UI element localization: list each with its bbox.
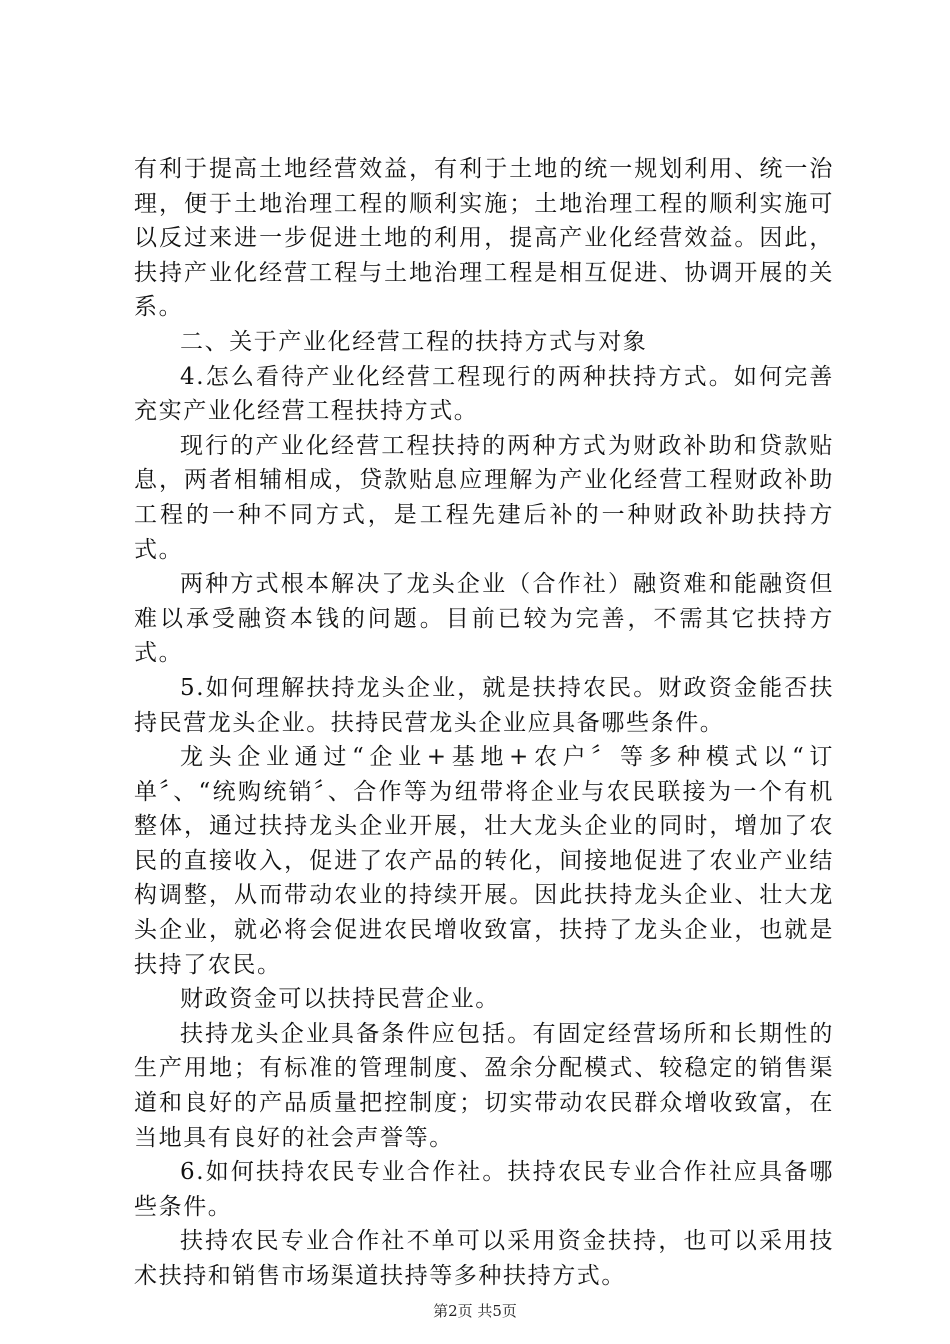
answer-5-paragraph-3: 扶持龙头企业具备条件应包括。有固定经营场所和长期性的生产用地；有标准的管理制度、盈余分配模式、较稳定的销售渠道和良好的产品质量把控制度；切实带动农民群众增收致富，在当地具有良好的社会声誉等。 <box>134 1020 834 1151</box>
paragraph-continued: 有利于提高土地经营效益，有利于土地的统一规划利用、统一治理，便于土地治理工程的顺利实施；土地治理工程的顺利实施可以反过来进一步促进土地的利用，提高产业化经营效益。因此，扶持产业化经营工程与土地治理工程是相互促进、协调开展的关系。 <box>134 156 834 321</box>
section-heading: 二、关于产业化经营工程的扶持方式与对象 <box>180 328 648 355</box>
answer-4-paragraph-2: 两种方式根本解决了龙头企业（合作社）融资难和能融资但难以承受融资本钱的问题。目前已较为完善，不需其它扶持方式。 <box>134 571 834 667</box>
question-4: 4.怎么看待产业化经营工程现行的两种扶持方式。如何完善充实产业化经营工程扶持方式。 <box>134 363 834 425</box>
answer-5-paragraph-1: 龙头企业通过“企业+基地+农户〞等多种模式以“订单〞、“统购统销〞、合作等为纽带将企业与农民联接为一个有机整体，通过扶持龙头企业开展，壮大龙头企业的同时，增加了农民的直接收入，促进了农产品的转化，间接地促进了农业产业结构调整，从而带动农业的持续开展。因此扶持龙头企业、壮大龙头企业，就必将会促进农民增收致富，扶持了龙头企业，也就是扶持了农民。 <box>134 744 834 978</box>
question-5: 5.如何理解扶持龙头企业，就是扶持农民。财政资金能否扶持民营龙头企业。扶持民营龙头企业应具备哪些条件。 <box>134 674 834 736</box>
answer-5-paragraph-2: 财政资金可以扶持民营企业。 <box>180 986 500 1013</box>
page-number-footer: 第2页 共5页 <box>433 1302 517 1320</box>
answer-4-paragraph-1: 现行的产业化经营工程扶持的两种方式为财政补助和贷款贴息，两者相辅相成，贷款贴息应理解为产业化经营工程财政补助工程的一种不同方式，是工程先建后补的一种财政补助扶持方式。 <box>134 432 834 563</box>
answer-6-paragraph-1: 扶持农民专业合作社不单可以采用资金扶持，也可以采用技术扶持和销售市场渠道扶持等多种扶持方式。 <box>134 1228 834 1289</box>
document-body <box>134 152 834 1294</box>
question-6: 6.如何扶持农民专业合作社。扶持农民专业合作社应具备哪些条件。 <box>134 1159 834 1220</box>
